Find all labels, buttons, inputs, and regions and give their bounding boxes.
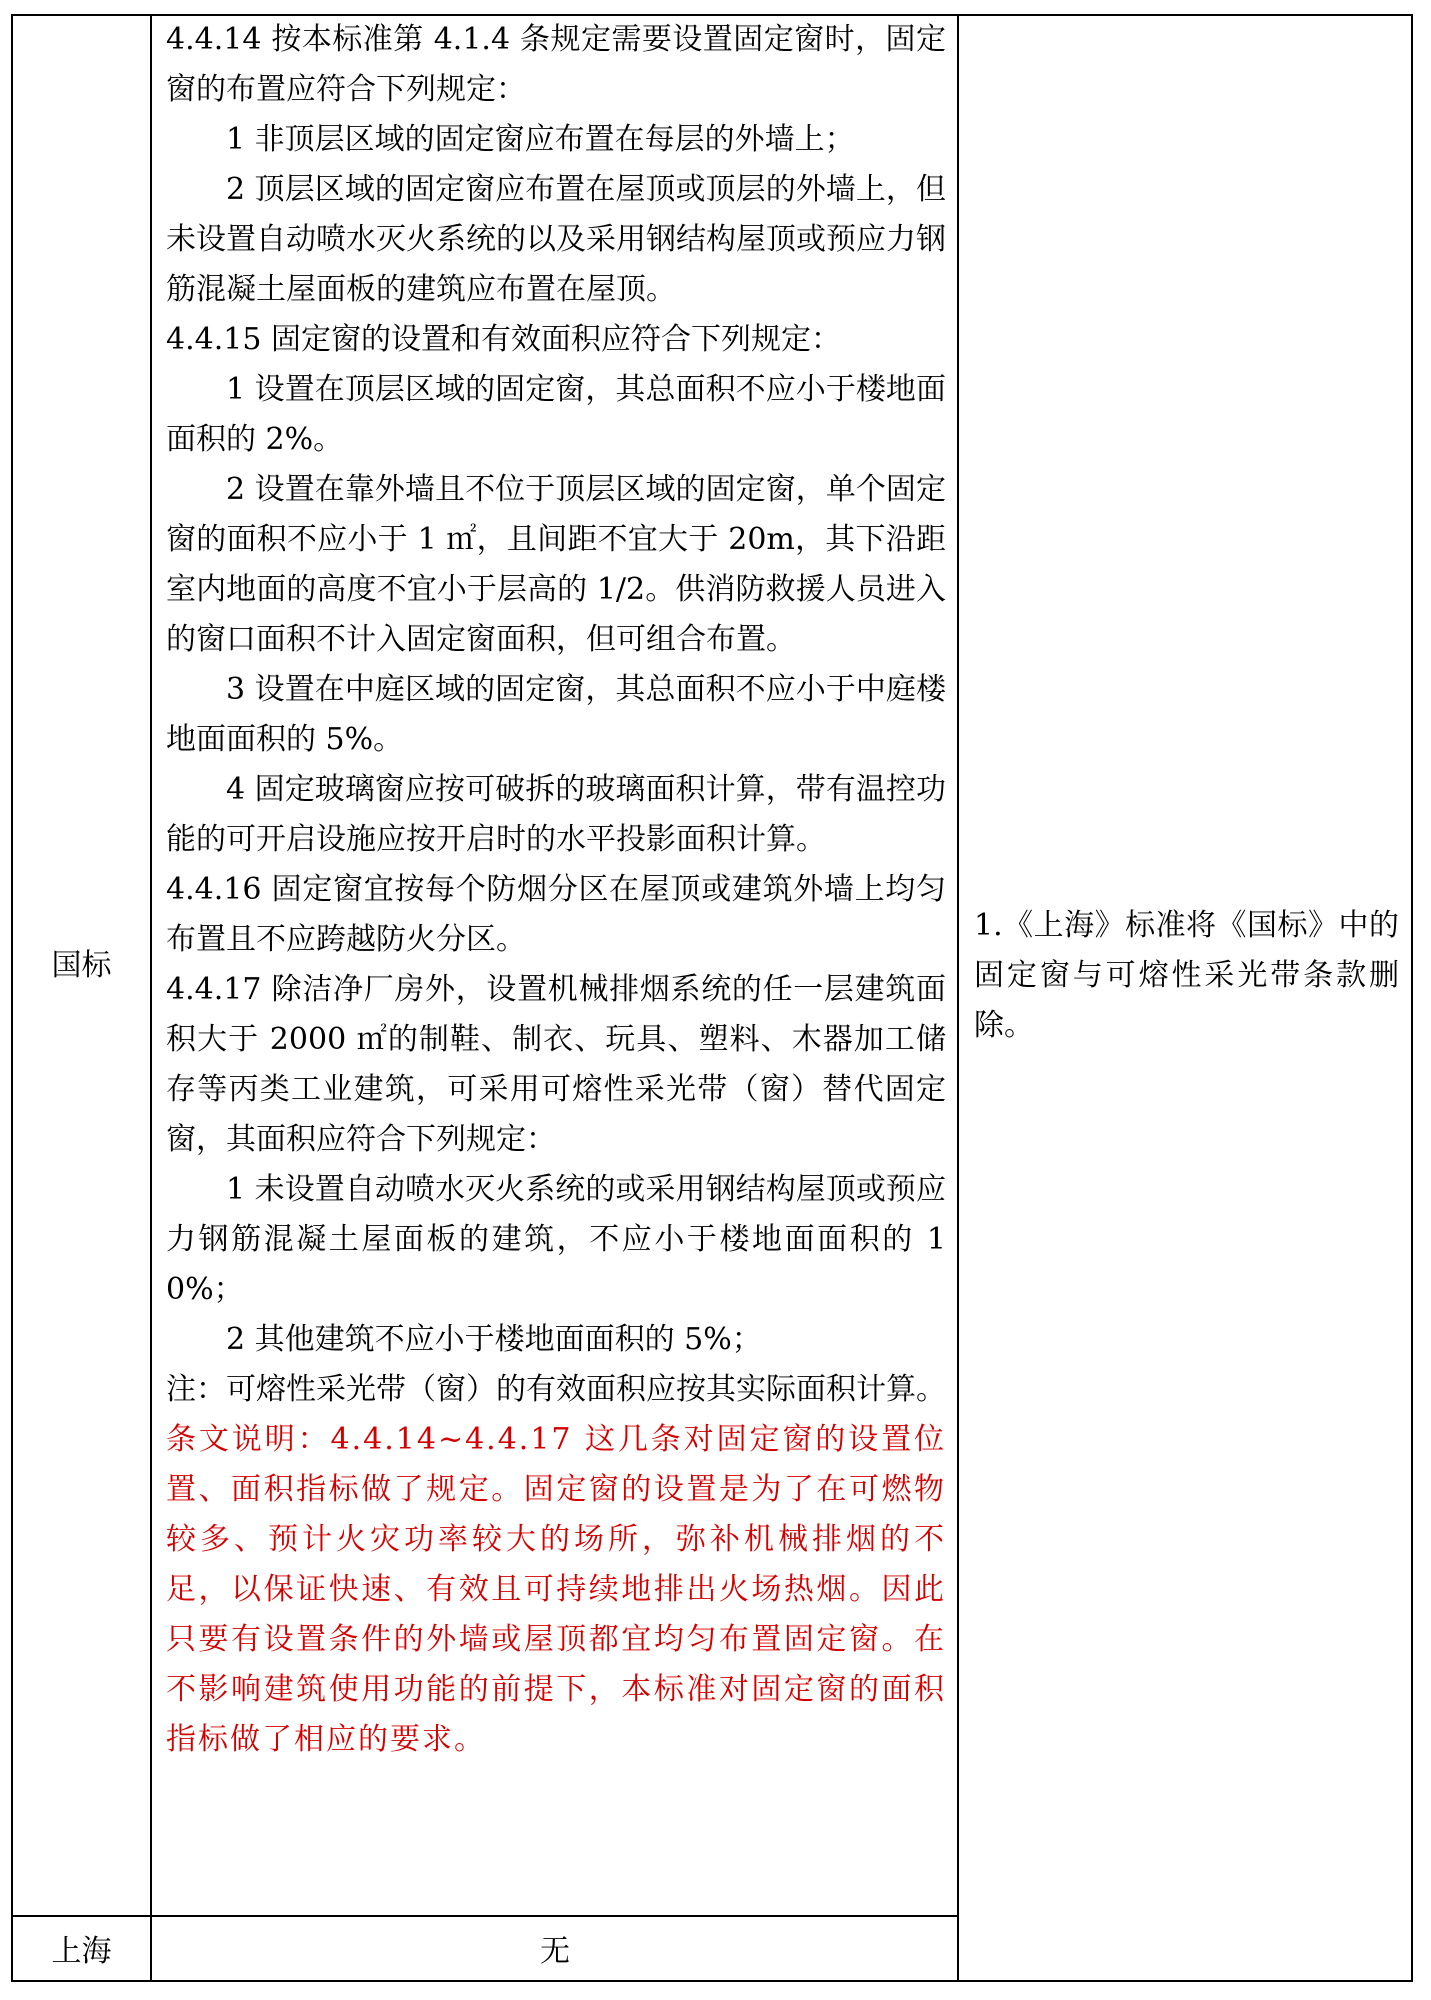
clause-explanation: 条文说明：4.4.14~4.4.17 这几条对固定窗的设置位置、面积指标做了规定。固定窗的设置是为了在可燃物较多、预计火灾功率较大的场所，弥补机械排烟的不足，以保证快速、有效且可持续地排出火场热烟。因此只要有设置条件的外墙或屋顶都宜均匀布置固定窗。在不影响建筑使用功能的前提下，本标准对固定窗的面积指标做了相应的要求。 [166,1422,946,1757]
clause-paragraph: 2 设置在靠外墙且不位于顶层区域的固定窗，单个固定窗的面积不应小于 1 ㎡，且间距不宜大于 20m，其下沿距室内地面的高度不宜小于层高的 1/2。供消防救援人员进入的窗口面积不计入固定窗面积，但可组合布置。 [166,472,946,657]
table-border-bottom [11,1980,1413,1982]
table-border-right [1411,14,1413,1982]
row-label-shanghai: 上海 [51,1934,112,1969]
clause-paragraph: 4 固定玻璃窗应按可破拆的玻璃面积计算，带有温控功能的可开启设施应按开启时的水平投影面积计算。 [166,772,946,857]
table-divider-label [150,14,152,1982]
remark-text: 1.《上海》标准将《国标》中的固定窗与可熔性采光带条款删除。 [974,908,1399,1043]
guobiao-content [166,15,946,1765]
row-label-guobiao: 国标 [51,948,112,983]
shanghai-content: 无 [540,1934,570,1969]
table-divider-content [957,14,959,1982]
clause-paragraph: 1 非顶层区域的固定窗应布置在每层的外墙上； [226,122,855,157]
clause-paragraph: 4.4.16 固定窗宜按每个防烟分区在屋顶或建筑外墙上均匀布置且不应跨越防火分区。 [166,872,946,957]
row-divider-shanghai [11,1915,959,1917]
clause-paragraph: 2 顶层区域的固定窗应布置在屋顶或顶层的外墙上，但未设置自动喷水灭火系统的以及采用钢结构屋顶或预应力钢筋混凝土屋面板的建筑应布置在屋顶。 [166,172,946,307]
clause-paragraph: 注：可熔性采光带（窗）的有效面积应按其实际面积计算。 [166,1372,946,1407]
clause-paragraph: 4.4.15 固定窗的设置和有效面积应符合下列规定： [166,322,841,357]
clause-paragraph: 1 设置在顶层区域的固定窗，其总面积不应小于楼地面面积的 2%。 [166,372,946,457]
clause-paragraph: 3 设置在中庭区域的固定窗，其总面积不应小于中庭楼地面面积的 5%。 [166,672,946,757]
clause-paragraph: 4.4.17 除洁净厂房外，设置机械排烟系统的任一层建筑面积大于 2000 ㎡的制鞋、制衣、玩具、塑料、木器加工储存等丙类工业建筑，可采用可熔性采光带（窗）替代固定窗，其面积应符合下列规定： [166,972,946,1157]
clause-paragraph: 1 未设置自动喷水灭火系统的或采用钢结构屋顶或预应力钢筋混凝土屋面板的建筑，不应小于楼地面面积的 10%； [166,1172,946,1307]
clause-paragraph: 4.4.14 按本标准第 4.1.4 条规定需要设置固定窗时，固定窗的布置应符合下列规定： [166,22,946,107]
clause-paragraph: 2 其他建筑不应小于楼地面面积的 5%； [226,1322,762,1357]
table-border-left [11,14,13,1982]
